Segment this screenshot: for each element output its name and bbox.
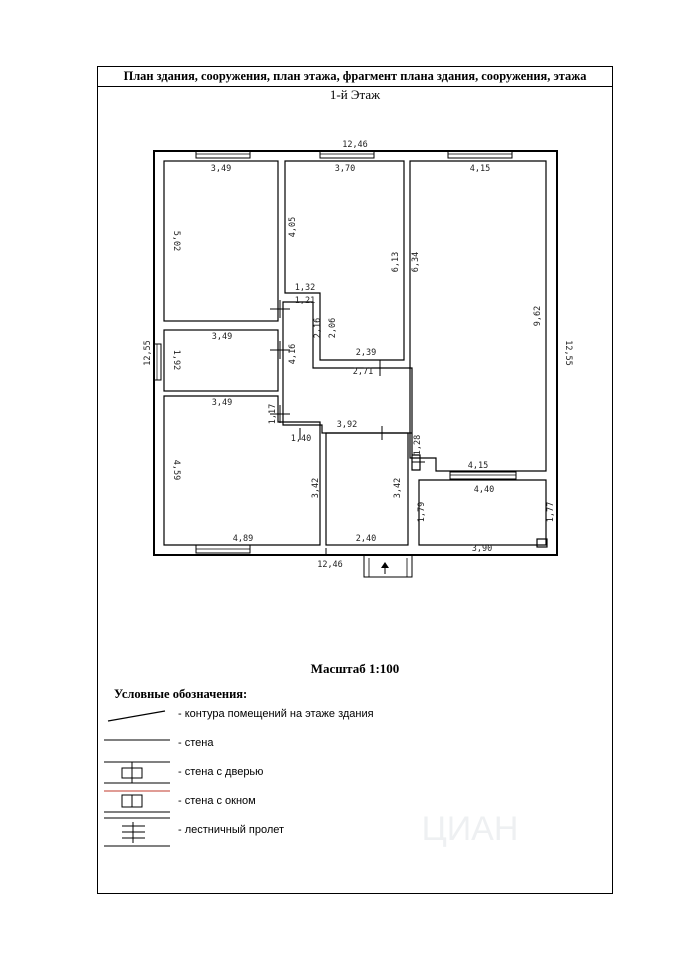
dim-outer-bottom: 12,46 [317,560,343,570]
window-room-b [320,151,374,158]
legend-item-door: - стена с дверью [178,766,264,778]
dim-room-e-bottom: 4,89 [232,534,254,544]
legend-item-contour: - контура помещений на этаже здания [178,708,374,720]
dim-room-g-right: 1,77 [546,501,556,523]
floor-label: 1-й Этаж [329,87,381,102]
dim-room-a-height: 5,02 [171,230,181,252]
scale-label: Масштаб 1:100 [310,661,400,676]
dim-corridor-392: 3,92 [336,420,358,430]
room-e [164,396,320,545]
legend-symbol-stairs [104,818,170,846]
window-room-a [196,151,250,158]
entrance-porch [364,555,412,577]
dim-room-c-bottom: 4,15 [467,461,489,471]
window-room-c [448,151,512,158]
corridor [283,302,420,470]
dim-room-a-width: 3,49 [210,164,232,174]
dim-room-g-top: 4,40 [473,485,495,495]
dim-room-f-bottom: 2,40 [355,534,377,544]
dim-corridor-216: 2,16 [313,317,323,339]
dim-corridor-416: 4,16 [288,343,298,365]
dim-corridor-206: 2,06 [328,317,338,339]
dim-room-g-bottom: 3,90 [471,544,493,554]
legend-symbol-door [104,762,170,783]
legend-item-window: - стена с окном [178,795,256,807]
dim-room-b-left: 4,05 [288,216,298,238]
dim-outer-right: 12,55 [563,340,573,366]
legend-symbol-window [104,791,170,812]
dim-corridor-117: 1,17 [268,403,278,425]
dim-corridor-132: 1,32 [294,283,316,293]
window-room-g [450,472,516,479]
dim-outer-left: 12,55 [143,340,153,366]
dim-room-d-width: 3,49 [211,332,233,342]
legend-item-stairs: - лестничный пролет [178,824,285,836]
dim-room-e-right: 3,42 [311,477,321,499]
room-b [285,161,404,360]
watermark-logo: ЦИАН [421,810,519,848]
legend-title: Условные обозначения: [114,687,248,701]
dim-room-g-left: 1,79 [417,501,427,523]
dim-corridor-121: 1,21 [294,296,316,306]
dim-corridor-140: 1,40 [290,434,312,444]
windows [154,151,516,553]
dim-room-c-right: 9,62 [533,305,543,327]
dim-outer-top: 12,46 [342,140,368,150]
dim-room-d-height: 1,92 [171,349,181,371]
dim-room-b-right: 6,13 [391,251,401,273]
legend-item-wall: - стена [178,737,214,749]
dim-room-e-left: 4,59 [171,459,181,481]
dim-room-e-width: 3,49 [211,398,233,408]
dim-room-c-width: 4,15 [469,164,491,174]
dim-room-b-bottom: 2,39 [355,348,377,358]
sheet-title: План здания, сооружения, план этажа, фрагмент плана здания, сооружения, этажа [98,67,612,87]
dim-room-b-width: 3,70 [334,164,356,174]
window-room-d [154,344,161,380]
room-c [410,161,546,471]
dim-room-f-left: 3,42 [393,477,403,499]
dim-corridor-271: 2,71 [352,367,374,377]
entrance-arrow [381,562,389,568]
legend-symbol-contour [108,711,165,721]
dim-corridor-128: 1,28 [413,434,423,456]
dim-room-c-left: 6,34 [411,251,421,273]
